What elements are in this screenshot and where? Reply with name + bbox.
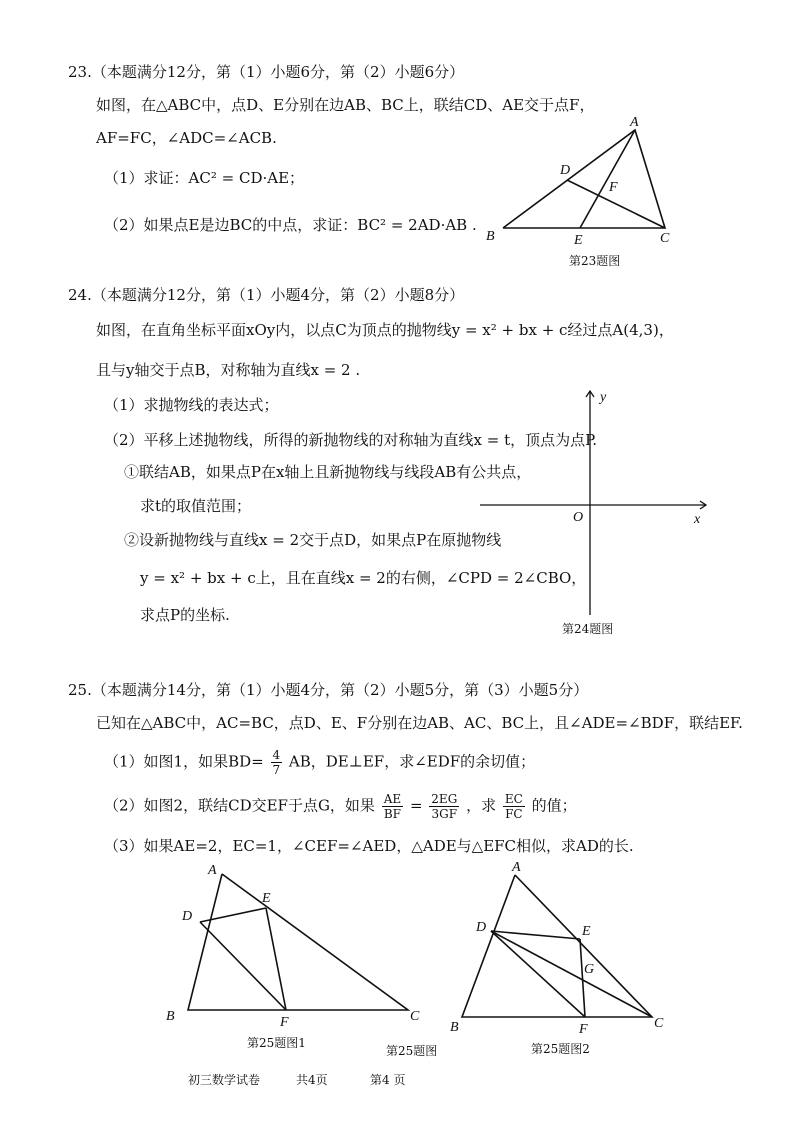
q23-caption: 第23题图 xyxy=(569,254,621,268)
q23-label-e: E xyxy=(574,233,583,248)
q25-fig1-segment-df xyxy=(200,922,286,1010)
q25-frac-3gf: 3GF xyxy=(431,807,458,821)
q24-header: 24.（本题满分12分，第（1）小题4分，第（2）小题8分） xyxy=(68,286,465,304)
q23-line2: AF=FC，∠ADC=∠ACB. xyxy=(96,129,277,147)
q25-fig2-label-f: F xyxy=(579,1022,588,1035)
q25-fig1-label-c: C xyxy=(410,1009,420,1024)
footer-subject: 初三数学试卷 xyxy=(188,1073,261,1087)
q23-figure xyxy=(480,110,680,250)
q25-fig2-triangle xyxy=(462,875,652,1017)
q25-frac-fc: FC xyxy=(505,807,523,821)
q25-fig2-label-c: C xyxy=(654,1016,664,1031)
q25-fig2-label-g: G xyxy=(584,962,595,977)
q24-label-x: x xyxy=(694,512,701,527)
q24-part2b-cont: y = x² + bx + c上，且在直线x = 2的右侧，∠CPD = 2∠CBO， xyxy=(140,569,587,587)
footer-page-number: 第4 页 xyxy=(370,1073,406,1087)
q25-fig1-label-f: F xyxy=(280,1015,289,1030)
q23-line1: 如图，在△ABC中，点D、E分别在边AB、BC上，联结CD、AE交于点F， xyxy=(96,96,595,114)
q23-label-d: D xyxy=(560,163,571,178)
q24-part2a-cont: 求t的取值范围； xyxy=(140,497,252,515)
q24-label-origin: O xyxy=(573,510,584,525)
q23-label-b: B xyxy=(486,229,495,244)
q25-fig2-label-b: B xyxy=(450,1020,459,1035)
q25-part2-equals: = xyxy=(409,796,423,815)
q25-fig1-segment-de xyxy=(200,908,266,922)
q24-part2b-end: 求点P的坐标. xyxy=(140,606,230,624)
q25-frac-ae: AE xyxy=(383,792,402,806)
q23-label-f: F xyxy=(609,180,618,195)
q23-triangle xyxy=(503,130,665,228)
q23-segment-ae xyxy=(580,130,635,228)
q23-label-c: C xyxy=(660,231,670,246)
q24-caption: 第24题图 xyxy=(562,622,614,636)
q25-fig1-label-b: B xyxy=(166,1009,175,1024)
footer-total-pages: 共4页 xyxy=(296,1073,328,1087)
q25-fig1-triangle xyxy=(188,874,408,1010)
q25-header: 25.（本题满分14分，第（1）小题4分，第（2）小题5分，第（3）小题5分） xyxy=(68,681,589,699)
q24-line1: 如图，在直角坐标平面xOy内，以点C为顶点的抛物线y = x² + bx + c经过点A(4,3)， xyxy=(96,321,674,339)
q25-fig2-segment-ef xyxy=(580,939,585,1017)
q25-fig1-label-d: D xyxy=(182,909,193,924)
q25-figure-1 xyxy=(160,860,430,1035)
q24-coordinate-figure xyxy=(478,385,718,625)
q25-part1-text-b: AB，DE⊥EF，求∠EDF的余切值； xyxy=(288,752,536,771)
q25-fig1-label-e: E xyxy=(262,891,271,906)
q24-line2: 且与y轴交于点B，对称轴为直线x = 2 . xyxy=(96,361,361,379)
q25-frac-bf: BF xyxy=(383,807,402,821)
q25-part2-text-a: （2）如图2，联结CD交EF于点G，如果 xyxy=(104,796,375,815)
q25-frac-den: 7 xyxy=(272,763,281,777)
q25-part2-fraction-ae-bf xyxy=(382,792,403,821)
q25-fig1-label-a: A xyxy=(208,863,217,878)
q24-label-y: y xyxy=(600,390,607,405)
q25-part1-text-a: （1）如图1，如果BD= xyxy=(104,752,264,771)
q25-line1: 已知在△ABC中，AC=BC，点D、E、F分别在边AB、AC、BC上，且∠ADE=∠BDF，联结EF. xyxy=(96,714,743,732)
q25-part1-fraction xyxy=(271,748,283,777)
q25-frac-2eg: 2EG xyxy=(431,792,458,806)
q25-part2-fraction-eg-gf xyxy=(429,792,459,821)
q25-figure-2 xyxy=(440,855,680,1035)
q24-part1: （1）求抛物线的表达式； xyxy=(104,396,279,414)
q25-part2-text-c: 的值； xyxy=(531,796,577,815)
q25-caption-fig2: 第25题图2 xyxy=(531,1042,590,1056)
q25-fig2-label-d: D xyxy=(476,920,487,935)
q25-fig2-label-a: A xyxy=(512,860,521,875)
q25-part2-fraction-ec-fc xyxy=(503,792,525,821)
q25-fig2-label-e: E xyxy=(582,924,591,939)
q23-part1: （1）求证：AC² = CD·AE； xyxy=(104,169,305,187)
q24-part2a: ①联结AB，如果点P在x轴上且新抛物线与线段AB有公共点， xyxy=(124,463,532,481)
q25-caption-fig1: 第25题图1 xyxy=(247,1036,306,1050)
q23-header: 23.（本题满分12分，第（1）小题6分，第（2）小题6分） xyxy=(68,63,465,81)
q25-frac-ec: EC xyxy=(504,792,523,806)
q24-part2: （2）平移上述抛物线，所得的新抛物线的对称轴为直线x = t，顶点为点P. xyxy=(104,431,597,449)
q25-caption-mid: 第25题图 xyxy=(386,1044,438,1058)
q25-part1 xyxy=(104,748,535,777)
q23-label-a: A xyxy=(630,115,639,130)
q23-part2: （2）如果点E是边BC的中点，求证：BC² = 2AD·AB . xyxy=(104,216,477,234)
q25-part2-text-b: ，求 xyxy=(466,796,497,815)
q25-frac-num: 4 xyxy=(272,748,281,762)
q25-fig1-segment-ef xyxy=(266,908,286,1010)
q25-part2 xyxy=(104,792,577,821)
q25-part3: （3）如果AE=2，EC=1，∠CEF=∠AED，△ADE与△EFC相似，求AD的长. xyxy=(104,837,634,855)
q24-part2b: ②设新抛物线与直线x = 2交于点D，如果点P在原抛物线 xyxy=(124,531,502,549)
